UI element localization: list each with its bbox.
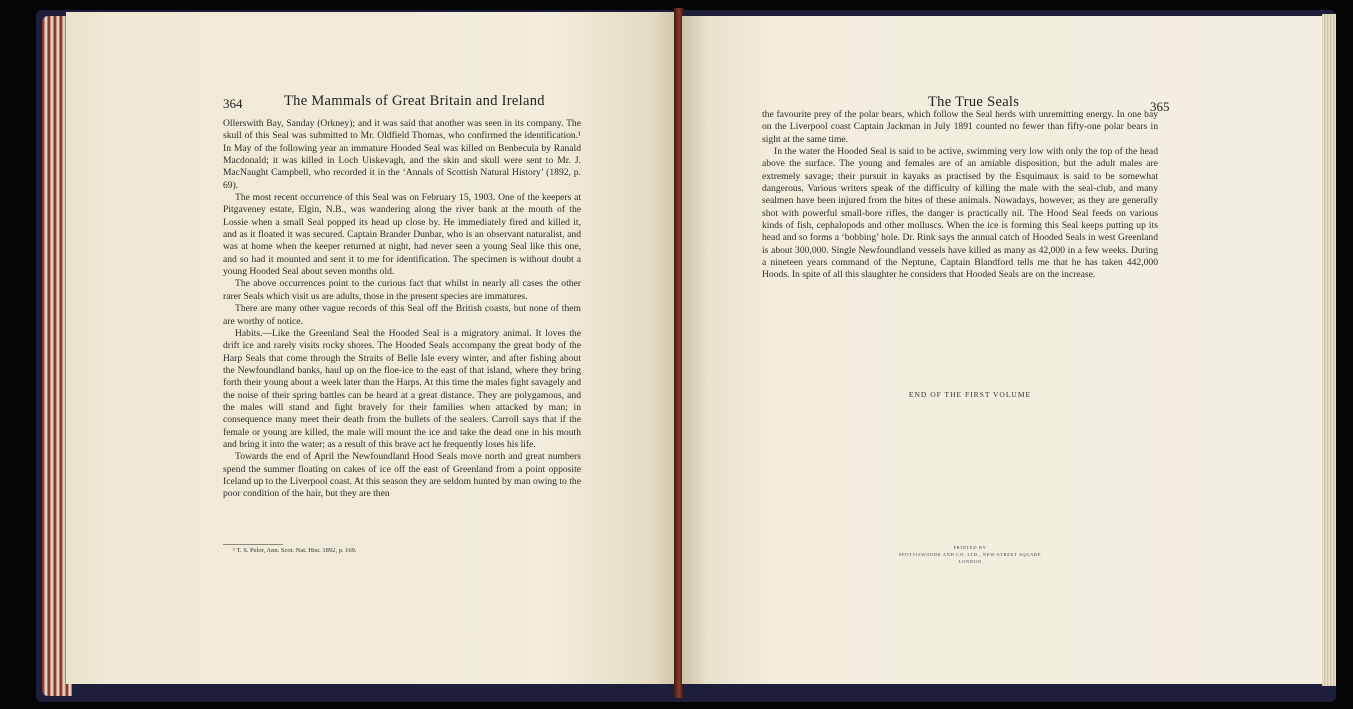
- printer-line: PRINTED BY: [953, 545, 987, 550]
- left-footnote: ¹ T. S. Pelor, Ann. Scot. Nat. Hist. 1892, p. 169.: [233, 547, 357, 554]
- right-body-text: [762, 109, 1158, 282]
- right-running-head: The True Seals: [928, 94, 1020, 110]
- paragraph: Towards the end of April the Newfoundland Hood Seals move north and great numbers spend the summer floating on cakes of ice off the east of Greenland from a point opposite Iceland up to the Liverpool coast. At this season they are seldom hunted by man owing to the poor condition of the hair, but they are then: [223, 451, 581, 500]
- paragraph: The most recent occurrence of this Seal was on February 15, 1903. One of the keepers at Pitgaveney estate, Elgin, N.B., was wandering along the river bank at the mouth of the Lossie when a small Seal popped its head up close by. He immediately fired and killed it, and as it floated it was secured. Captain Brander Dunbar, who is an observant naturalist, and was at home when the keeper returned at night, had never seen a young Seal like this one, and so had it mounted and sent it to me for identification. The specimen is without doubt a young Hooded Seal about seven months old.: [223, 192, 581, 278]
- end-of-volume-note: END OF THE FIRST VOLUME: [908, 390, 1032, 399]
- printer-line: LONDON: [958, 559, 982, 564]
- paragraph: There are many other vague records of this Seal off the British coasts, but none of them are worthy of notice.: [223, 303, 581, 327]
- left-body-text: [223, 118, 581, 501]
- printer-imprint: [870, 544, 1070, 565]
- paragraph: the favourite prey of the polar bears, which follow the Seal herds with unremitting energy. In one bay on the Liverpool coast Captain Jackman in July 1891 counted no fewer than fifty-one polar bears in sight at the same time.: [762, 109, 1158, 145]
- printer-line: SPOTTISWOODE AND CO. LTD., NEW-STREET SQUARE: [898, 552, 1042, 557]
- right-page-number: 365: [1150, 99, 1170, 114]
- paragraph: The above occurrences point to the curious fact that whilst in nearly all cases the other rarer Seals which visit us are adults, those in the present species are immatures.: [223, 278, 581, 302]
- left-page-number: 364: [223, 96, 243, 111]
- paragraph: Habits.—Like the Greenland Seal the Hooded Seal is a migratory animal. It loves the drift ice and rarely visits rocky shores. The Hooded Seals accompany the great body of the Harp Seals that come through the Straits of Belle Isle every winter, and after fishing about the Newfoundland banks, haul up on the floe-ice to the east of that island, where they bring forth their young about a week later than the Harps. At this time the males fight savagely and the noise of their spring battles can be heard at a great distance. They are polygamous, and the males will stand and fight bravely for their families when attacked by man; in consequence many meet their death from the bullets of the sealers. Carroll says that if the female or young are killed, the male will mount the ice and take the dead one in his mouth and bring it into the water; as a result of this brave act he frequently loses his life.: [223, 327, 581, 450]
- left-running-head: The Mammals of Great Britain and Ireland: [284, 93, 545, 109]
- paragraph: Ollerswith Bay, Sanday (Orkney); and it was said that another was seen in its company. The skull of this Seal was submitted to Mr. Oldfield Thomas, who confirmed the identification.¹ In May of the following year an immature Hooded Seal was killed on Benbecula by Ranald Macdonald; it was killed in Loch Uiskevagh, and the skin and skull were sent to Mr. J. MacNaught Campbell, who recorded it in the ‘Annals of Scottish Natural History’ (1892, p. 69).: [223, 118, 581, 191]
- footnote-rule: [223, 544, 283, 545]
- paragraph: In the water the Hooded Seal is said to be active, swimming very low with only the top of the head above the surface. The young and females are of an amiable disposition, but the adult males are extremely savage; their pursuit in kayaks as practised by the Esquimaux is said to be somewhat dangerous. Various writers speak of the difficulty of killing the male with the seal-club, and many sealmen have been injured from the bites of these animals. Nowadays, however, as they are generally shot with powerful small-bore rifles, the danger is practically nil. The Hood Seal feeds on various kinds of fish, cephalopods and other molluscs. When the ice is forming this Seal keeps putting up its head and so forms a ‘bobbing’ hole. Dr. Rink says the annual catch of Hooded Seals in west Greenland is about 300,000. Single Newfoundland vessels have killed as many as 42,000 in a few weeks. During a nineteen years command of the Neptune, Captain Blandford tells me that he has taken 442,000 Hoods. In spite of all this slaughter he considers that Hooded Seals are on the increase.: [762, 146, 1158, 281]
- page-edges-right: [1322, 14, 1336, 686]
